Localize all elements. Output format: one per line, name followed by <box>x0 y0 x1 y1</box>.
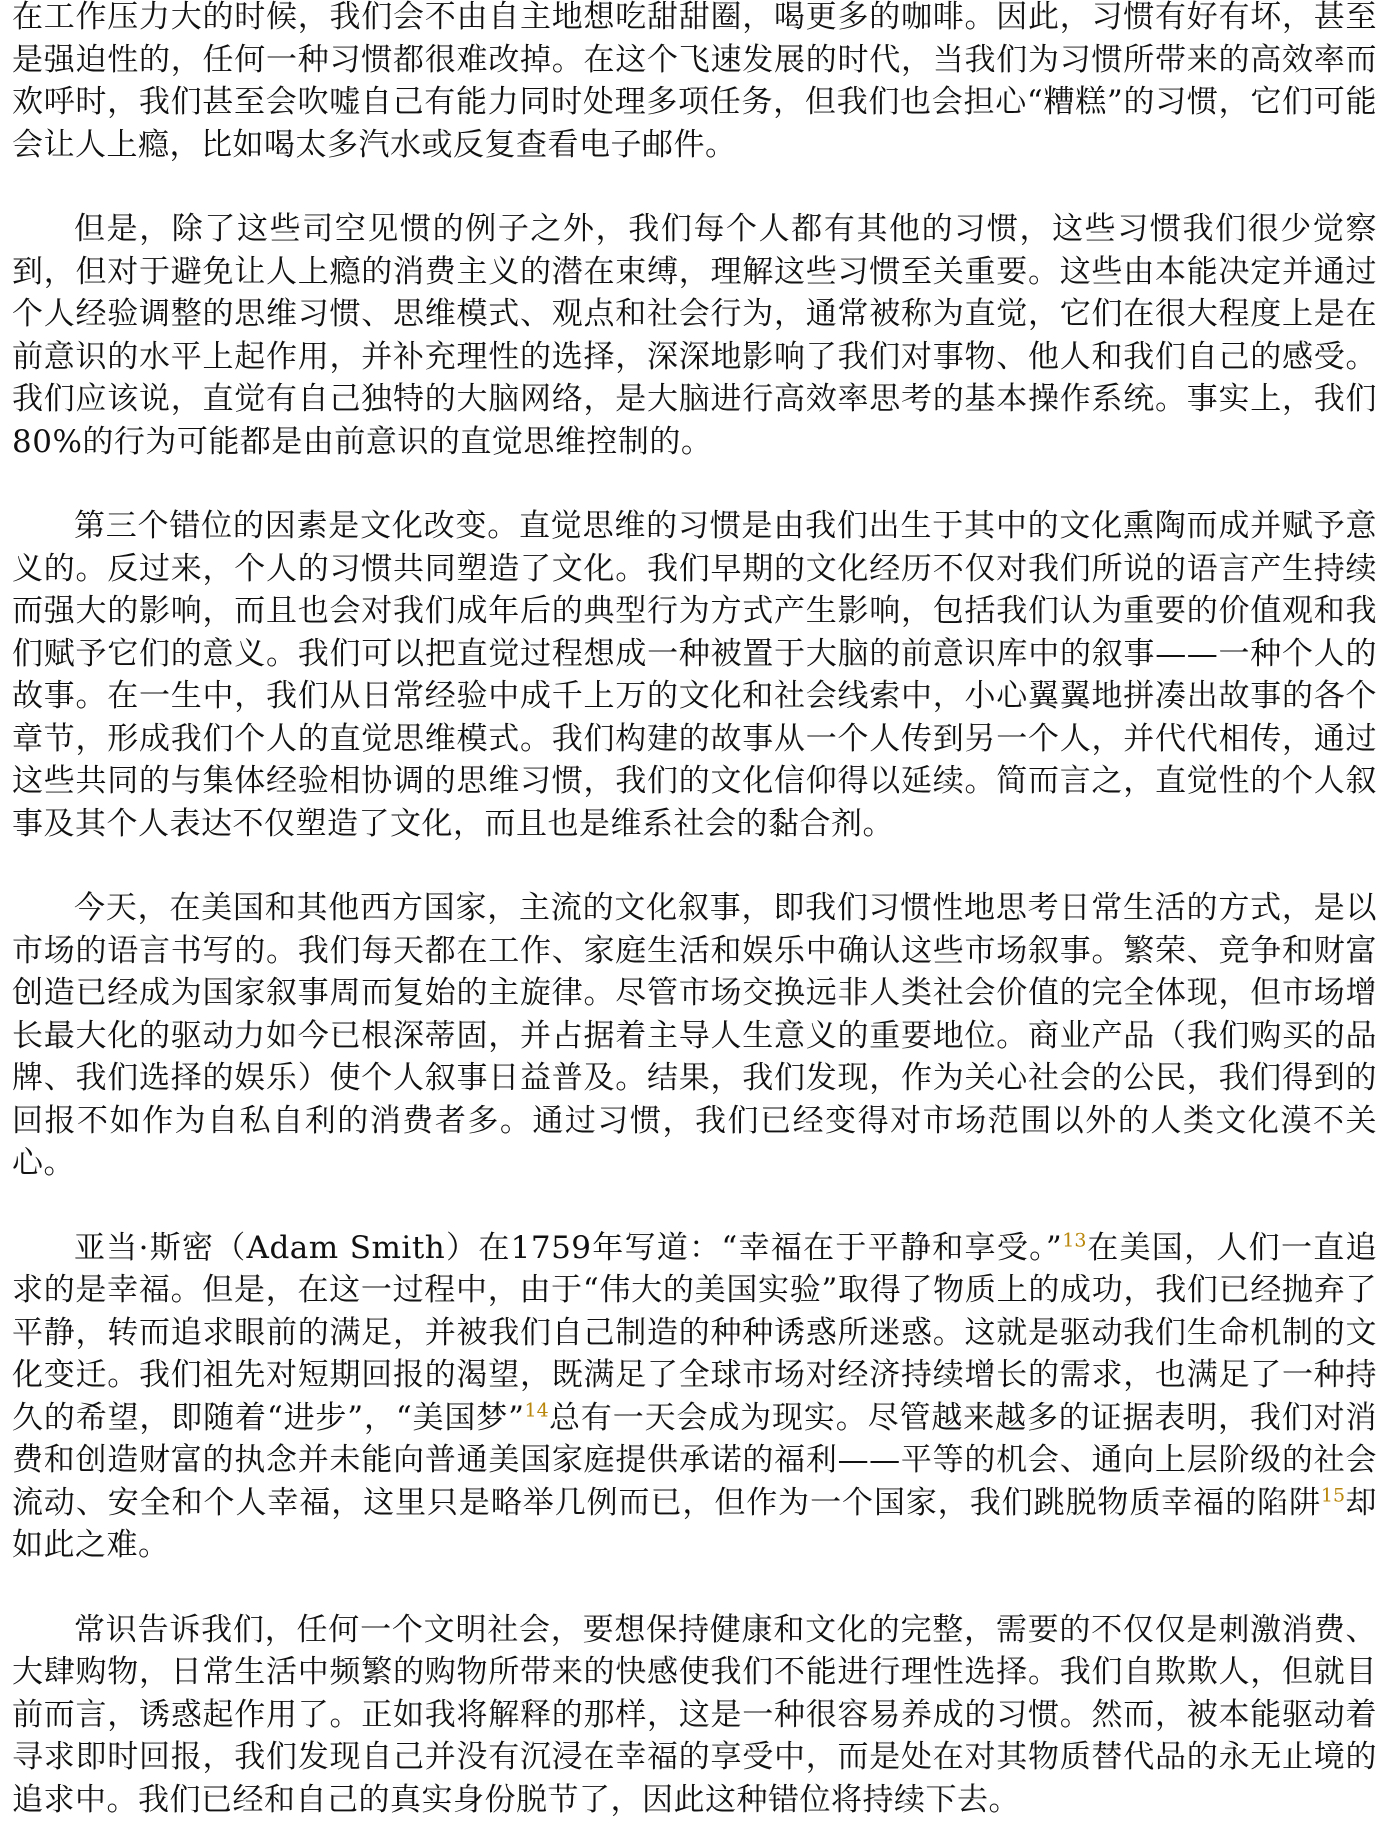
text-segment: 今天，在美国和其他西方国家，主流的文化叙事，即我们习惯性地思考日常生活的方式，是以市场的语言书写的。我们每天都在工作、家庭生活和娱乐中确认这些市场叙事。繁荣、竞争和财富创造已经成为国家叙事周而复始的主旋律。尽管市场交换远非人类社会价值的完全体现，但市场增长最大化的驱动力如今已根深蒂固，并占据着主导人生意义的重要地位。商业产品（我们购买的品牌、我们选择的娱乐）使个人叙事日益普及。结果，我们发现，作为关心社会的公民，我们得到的回报不如作为自私自利的消费者多。通过习惯，我们已经变得对市场范围以外的人类文化漠不关心。 <box>12 890 1377 1181</box>
text-segment: 在美国，人们一直追求的是幸福。但是，在这一过程中，由于“伟大的美国实验”取得了物质上的成功，我们已经抛弃了平静，转而追求眼前的满足，并被我们自己制造的种种诱惑所迷惑。这就是驱动我们生命机制的文化变迁。我们祖先对短期回报的渴望，既满足了全球市场对经济持续增长的需求，也满足了一种持久的希望，即随着“进步”，“美国梦” <box>12 1230 1377 1436</box>
footnote-marker[interactable]: 13 <box>1062 1229 1086 1251</box>
text-segment: 总有一天会成为现实。尽管越来越多的证据表明，我们对消费和创造财富的执念并未能向普通美国家庭提供承诺的福利——平等的机会、通向上层阶级的社会流动、安全和个人幸福，这里只是略举几例而已，但作为一个国家，我们跳脱物质幸福的陷阱 <box>12 1400 1377 1521</box>
paragraph-4 <box>12 887 1377 1185</box>
paragraph-1 <box>12 0 1377 166</box>
footnote-marker[interactable]: 15 <box>1321 1484 1345 1506</box>
text-segment: 却如此之难。 <box>12 1485 1377 1564</box>
text-segment: 亚当·斯密（Adam Smith）在1759年写道：“幸福在于平静和享受。” <box>74 1230 1062 1266</box>
text-segment: 常识告诉我们，任何一个文明社会，要想保持健康和文化的完整，需要的不仅仅是刺激消费、大肆购物，日常生活中频繁的购物所带来的快感使我们不能进行理性选择。我们自欺欺人，但就目前而言，诱惑起作用了。正如我将解释的那样，这是一种很容易养成的习惯。然而，被本能驱动着寻求即时回报，我们发现自己并没有沉浸在幸福的享受中，而是处在对其物质替代品的永无止境的追求中。我们已经和自己的真实身份脱节了，因此这种错位将持续下去。 <box>12 1612 1377 1818</box>
text-segment: 但是，除了这些司空见惯的例子之外，我们每个人都有其他的习惯，这些习惯我们很少觉察到，但对于避免让人上瘾的消费主义的潜在束缚，理解这些习惯至关重要。这些由本能决定并通过个人经验调整的思维习惯、思维模式、观点和社会行为，通常被称为直觉，它们在很大程度上是在前意识的水平上起作用，并补充理性的选择，深深地影响了我们对事物、他人和我们自己的感受。我们应该说，直觉有自己独特的大脑网络，是大脑进行高效率思考的基本操作系统。事实上，我们80%的行为可能都是由前意识的直觉思维控制的。 <box>12 211 1377 460</box>
footnote-marker[interactable]: 14 <box>524 1399 548 1421</box>
paragraph-6 <box>12 1609 1377 1821</box>
paragraph-5 <box>12 1227 1377 1567</box>
paragraph-2 <box>12 208 1377 463</box>
text-segment: 在工作压力大的时候，我们会不由自主地想吃甜甜圈，喝更多的咖啡。因此，习惯有好有坏，甚至是强迫性的，任何一种习惯都很难改掉。在这个飞速发展的时代，当我们为习惯所带来的高效率而欢呼时，我们甚至会吹嘘自己有能力同时处理多项任务，但我们也会担心“糟糕”的习惯，它们可能会让人上瘾，比如喝太多汽水或反复查看电子邮件。 <box>12 0 1377 163</box>
paragraph-3 <box>12 505 1377 845</box>
document-page <box>12 0 1377 1821</box>
text-segment: 第三个错位的因素是文化改变。直觉思维的习惯是由我们出生于其中的文化熏陶而成并赋予意义的。反过来，个人的习惯共同塑造了文化。我们早期的文化经历不仅对我们所说的语言产生持续而强大的影响，而且也会对我们成年后的典型行为方式产生影响，包括我们认为重要的价值观和我们赋予它们的意义。我们可以把直觉过程想成一种被置于大脑的前意识库中的叙事——一种个人的故事。在一生中，我们从日常经验中成千上万的文化和社会线索中，小心翼翼地拼凑出故事的各个章节，形成我们个人的直觉思维模式。我们构建的故事从一个人传到另一个人，并代代相传，通过这些共同的与集体经验相协调的思维习惯，我们的文化信仰得以延续。简而言之，直觉性的个人叙事及其个人表达不仅塑造了文化，而且也是维系社会的黏合剂。 <box>12 508 1377 842</box>
